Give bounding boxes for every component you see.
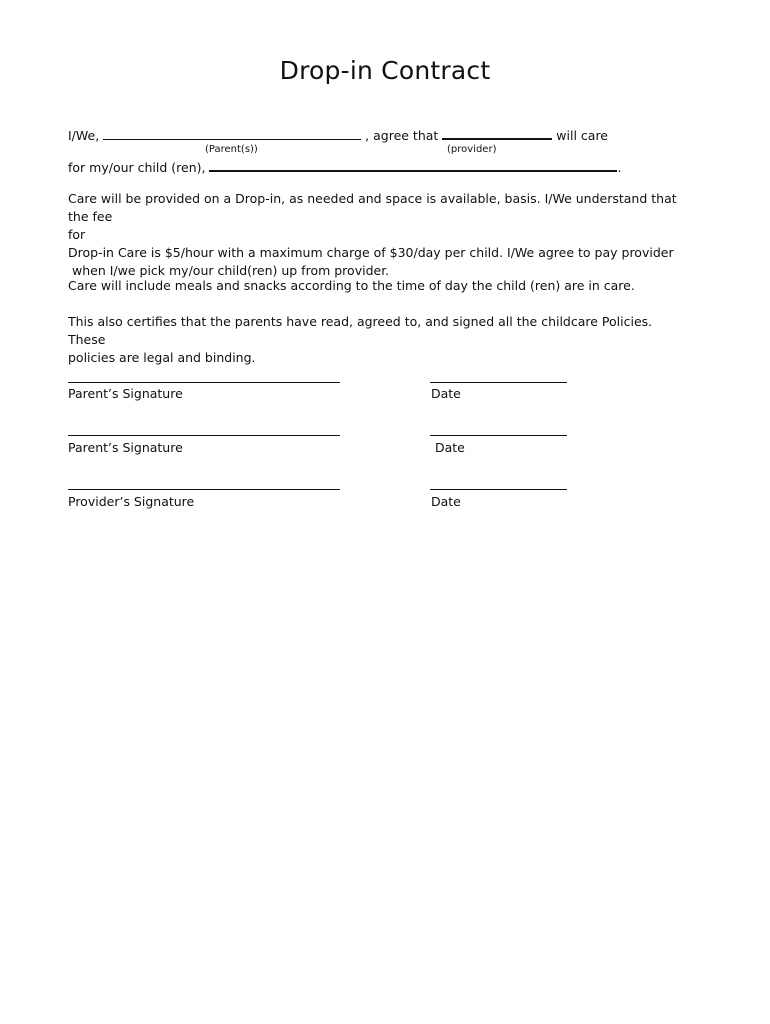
parent-caption: (Parent(s)) [205,144,258,155]
fee-paragraph [68,190,693,280]
date-line-3[interactable] [430,489,567,490]
child-name-blank[interactable] [209,158,617,172]
policies-paragraph [68,313,693,367]
date-label-3: Date [431,494,461,509]
fee-line-2: for [68,227,86,242]
will-care-text: will care [556,128,608,143]
period-text: . [617,160,622,175]
fee-line-3: Drop-in Care is $5/hour with a maximum charge of $30/day per child. I/We agree to pay provider [68,245,674,260]
date-line-2[interactable] [430,435,567,436]
policies-line-1: This also certifies that the parents have read, agreed to, and signed all the childcare Policies. These [68,314,653,347]
fee-line-4: when I/we pick my/our child(ren) up from provider. [72,263,390,278]
date-line-1[interactable] [430,382,567,383]
iwe-text: I/We, [68,128,100,143]
intro-line [68,126,608,143]
provider-signature-label: Provider’s Signature [68,494,195,509]
parent-signature-label-1: Parent’s Signature [68,386,183,401]
parent-signature-line-1[interactable] [68,382,340,383]
for-child-text: for my/our child (ren), [68,160,206,175]
parent-name-blank[interactable] [103,127,361,140]
parent-signature-line-2[interactable] [68,435,340,436]
page-title: Drop-in Contract [279,56,491,85]
date-label-1: Date [431,386,461,401]
fee-line-1: Care will be provided on a Drop-in, as needed and space is available, basis. I/We understand that the fee [68,191,677,224]
date-label-2: Date [435,440,465,455]
policies-line-2: policies are legal and binding. [68,350,256,365]
agree-that-text: , agree that [365,128,439,143]
parent-signature-label-2: Parent’s Signature [68,440,183,455]
provider-signature-line[interactable] [68,489,340,490]
provider-caption: (provider) [447,144,497,155]
child-line [68,158,621,175]
meals-paragraph: Care will include meals and snacks according to the time of day the child (ren) are in care. [68,278,635,293]
provider-name-blank[interactable] [442,126,552,140]
